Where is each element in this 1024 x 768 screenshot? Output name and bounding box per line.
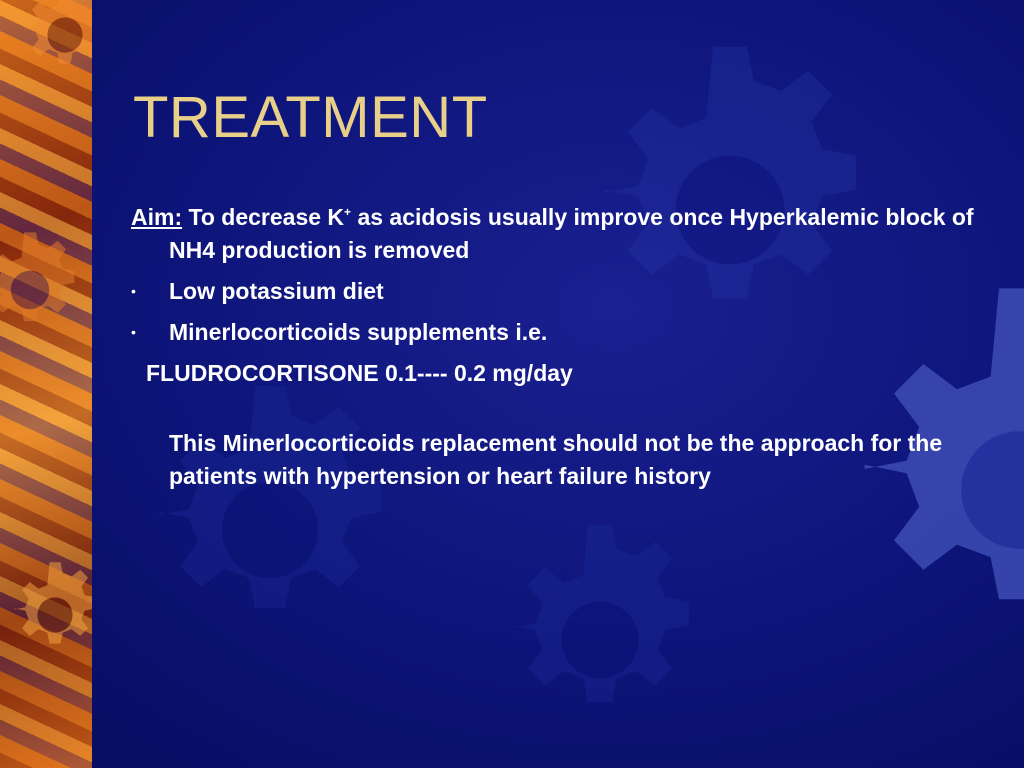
decorative-side-strip [0, 0, 92, 768]
note-paragraph: This Minerlocorticoids replacement should not be the approach for the patients with hypertension or heart failure history [169, 430, 943, 489]
aim-paragraph [131, 196, 991, 267]
bullet-marker: • [131, 324, 136, 340]
bullet-text: Low potassium diet [169, 278, 384, 304]
dose-line: FLUDROCORTISONE 0.1---- 0.2 mg/day [146, 360, 573, 386]
bullet-item-supplements [131, 316, 991, 349]
slide-body [131, 196, 991, 493]
aim-text-before: To decrease K [182, 204, 345, 230]
aim-superscript: + [344, 205, 352, 219]
aim-text-after: as acidosis usually improve once Hyperkalemic block of NH4 production is removed [169, 204, 974, 263]
gear-icon [10, 0, 92, 90]
bullet-marker: • [131, 283, 136, 299]
gear-icon [0, 230, 90, 350]
bullet-item-diet [131, 275, 991, 308]
bullet-text: Minerlocorticoids supplements i.e. [169, 319, 548, 345]
gear-icon [0, 560, 92, 670]
slide-title: TREATMENT [133, 85, 488, 150]
aim-label: Aim: [131, 204, 183, 230]
gear-icon [480, 520, 720, 760]
